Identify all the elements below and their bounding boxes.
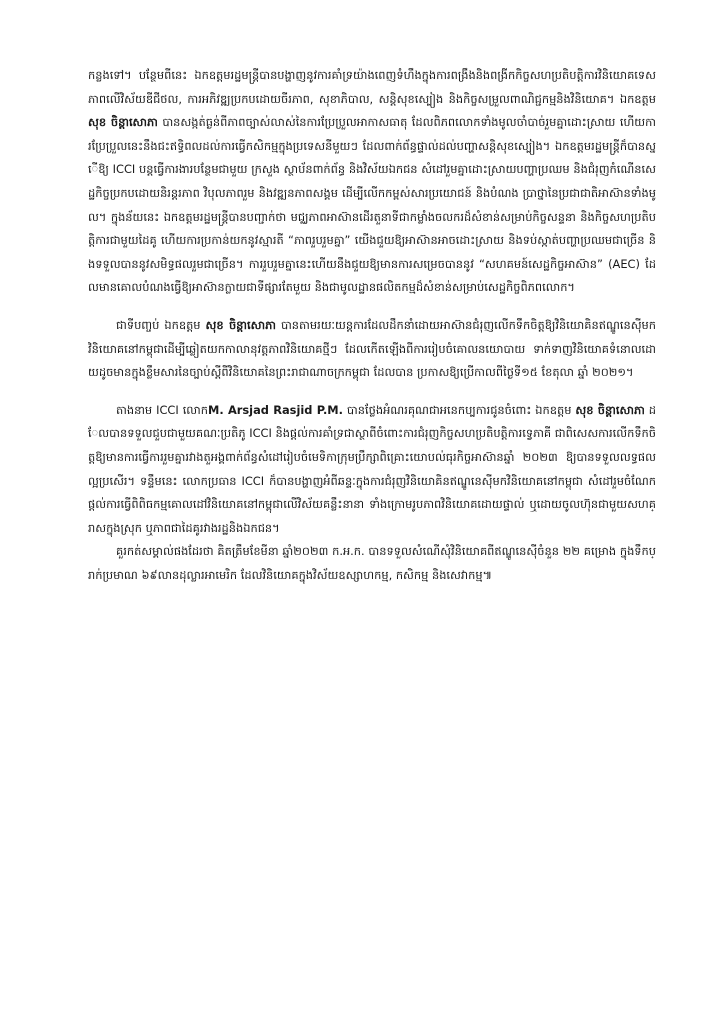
paragraph-2-text-b: បានតាមរយៈយន្តការដែលដឹកនាំដោយអាស៊ានជំរុញលើកទឹកចិត្តឱ្យវិនិយោគិនឥណ្ឌូនេស៊ីមក វិនិយោគនៅកម្ពុជាដើម្បីឆ្លៀតយកកាលានុវត្តភាពវិនិយោគថ្មីៗ ដែលកើតឡើងពីការរៀបចំគោលនយោបាយ ទាក់ទាញវិនិយោគទំនោលដោយដូចមានក្នុងខ្លឹមសារនៃច្បាប់ស្តីពីវិនិយោគនៃព្រះរាជាណាចក្រកម្ពុជា ដែលបាន ប្រកាសឱ្យប្រើកាលពីថ្ងៃទី១៥ ខែតុលា ឆ្នាំ ២០២១។ [88, 317, 656, 380]
paragraph-2 [88, 314, 656, 385]
paragraph-3 [88, 399, 656, 541]
name-arsjad-rasjid: M. Arsjad Rasjid P.M. [208, 402, 343, 417]
name-sok-chenda-sophea: សុខ ចិន្តាសោភា [575, 402, 645, 417]
paragraph-2-text-a: ជាទីបញ្ចប់ ឯកឧត្តម [116, 317, 206, 332]
document-page [88, 64, 656, 964]
paragraph-3-text-b: បានថ្លែងអំណរគុណជាអនេកប្បការជូនចំពោះ ឯកឧត្តម [342, 402, 576, 417]
paragraph-1 [88, 64, 656, 300]
paragraph-3-text-c: ដែលបានទទួលជួបជាមួយគណៈប្រតិភូ ICCI និងផ្តល់ការគាំទ្រជាស្ថាពីចំពោះការជំរុញកិច្ចសហប្រតិបត្តិការទ្វេភាគី ជាពិសេសការលើកទឹកចិត្តឱ្យមានការធ្វើការរួមគ្នារវាងតួអង្គពាក់ព័ន្ធសំដៅរៀបចំមេទិកាក្រុមប្រឹក្សាពិគ្រោះយោបល់ធុរកិច្ចអាស៊ានឆ្នាំ ២០២៣ ឱ្យបានទទួលលទ្ធផលល្អប្រសើរ។ ទន្ទឹមនេះ លោកប្រធាន ICCI ក៏បានបង្ហាញអំពីឆន្ទៈក្នុងការជំរុញវិនិយោគិនឥណ្ឌូនេស៊ីមកវិនិយោគនៅកម្ពុជា សំដៅរួមចំណែកផ្តល់ការធ្វើពិពិធកម្មគោលដៅវិនិយោគនៅកម្ពុជាលើវិស័យគន្លឹះនានា ទាំងក្រោមរូបភាពវិនិយោគដោយផ្ទាល់ ឬដោយចូលហ៊ុនជាមួយសហគ្រាសក្នុងស្រុក ឬភាពជាដៃគូរវាងរដ្ឋនិងឯកជន។ [88, 402, 656, 535]
paragraph-4 [88, 540, 656, 587]
name-sok-chenda-sophea: សុខ ចិន្តាសោភា [88, 115, 158, 130]
paragraph-1-text-b: បានសង្កត់ធ្ងន់ពីភាពច្បាស់លាស់នៃការប្រែប្រួលអាកាសធាតុ ដែលពិភពលោកទាំងមូលចាំបាច់រួមគ្នាដោះស្រាយ ហើយការប្រែប្រួលនេះនឹងជះឥទ្ធិពលដល់ការធ្វើកសិកម្មក្នុងប្រទេសនីមួយៗ ដែលពាក់ព័ន្ធផ្ទាល់ដល់បញ្ហាសន្តិសុខស្បៀង។ ឯកឧត្តមរដ្ឋមន្ត្រីក៏បានស្នើឱ្យ ICCI បន្តធ្វើការងារបន្ថែមជាមួយ ក្រសួង ស្ថាប័នពាក់ព័ន្ធ និងវិស័យឯកជន សំដៅរួមគ្នាដោះស្រាយបញ្ហាប្រឈម និងជំរុញកំណើនសេដ្ឋកិច្ចប្រកបដោយនិរន្តរភាព វិបុលភាពរួម និងវឌ្ឍនភាពសង្គម ដើម្បីលើកកម្ពស់សារប្រយោជន៍ និងបំណង ប្រាថ្នានៃប្រជាជាតិអាស៊ានទាំងមូល។ ក្នុងន័យនេះ ឯកឧត្តមរដ្ឋមន្ត្រីបានបញ្ជាក់ថា មជ្ឈភាពអាស៊ានដើរតួនាទីជាកម្លាំងចលករដ៏សំខាន់សម្រាប់កិច្ចសន្ទនា និងកិច្ចសហប្រតិបត្តិការជាមួយដៃគូ ហើយការប្រកាន់យកនូវស្មារតី “ភាពរួបរួមគ្នា” យើងជួយឱ្យអាស៊ានអាចដោះស្រាយ និងទប់ស្កាត់បញ្ហាប្រឈមជាច្រើន និងទទួលបាននូវសមិទ្ធផលរួមជាច្រើន។ ការរួបរួមគ្នានេះហើយនឹងជួយឱ្យមានការសម្រេចបាននូវ “សហគមន៍សេដ្ឋកិច្ចអាស៊ាន” (AEC) ដែលមានគោលបំណងធ្វើឱ្យអាស៊ានក្លាយជាទីផ្សារតែមួយ និងជាមូលដ្ឋានផលិតកម្មដ៏សំខាន់សម្រាប់សេដ្ឋកិច្ចពិភពលោក។ [88, 115, 656, 295]
paragraph-1-text-a: កន្លងទៅ។ បន្ថែមពីនេះ ឯកឧត្តមរដ្ឋមន្ត្រីបានបង្ហាញនូវការគាំទ្រយ៉ាងពេញទំហឹងក្នុងការពង្រឹងនិងពង្រីកកិច្ចសហប្រតិបត្តិការវិនិយោគទេសភាពលើវិស័យឌីជីថល, ការអភិវឌ្ឍប្រកបដោយចីរភាព, សុខាភិបាល, សន្តិសុខស្បៀង និងកិច្ចសម្រួលពាណិជ្ជកម្មនិងវិនិយោគ។ ឯកឧត្តម [88, 68, 656, 106]
paragraph-4-text: គួរកត់សម្គាល់ផងដែរថា គិតត្រឹមខែមីនា ឆ្នាំ២០២៣ ក.អ.ក. បានទទួលសំណើសុំវិនិយោគពីឥណ្ឌូនេស៊ីចំនួន ២២ គម្រោង ក្នុងទឹកប្រាក់ប្រមាណ ៦៩លានដុល្លារអាមេរិក ដែលវិនិយោគក្នុងវិស័យឧស្សាហកម្ម, កសិកម្ម និងសេវាកម្ម៕ [88, 544, 656, 582]
paragraph-3-text-a: តាងនាម ICCI លោក [116, 402, 208, 417]
name-sok-chenda-sophea: សុខ ចិន្តាសោភា [205, 317, 276, 332]
